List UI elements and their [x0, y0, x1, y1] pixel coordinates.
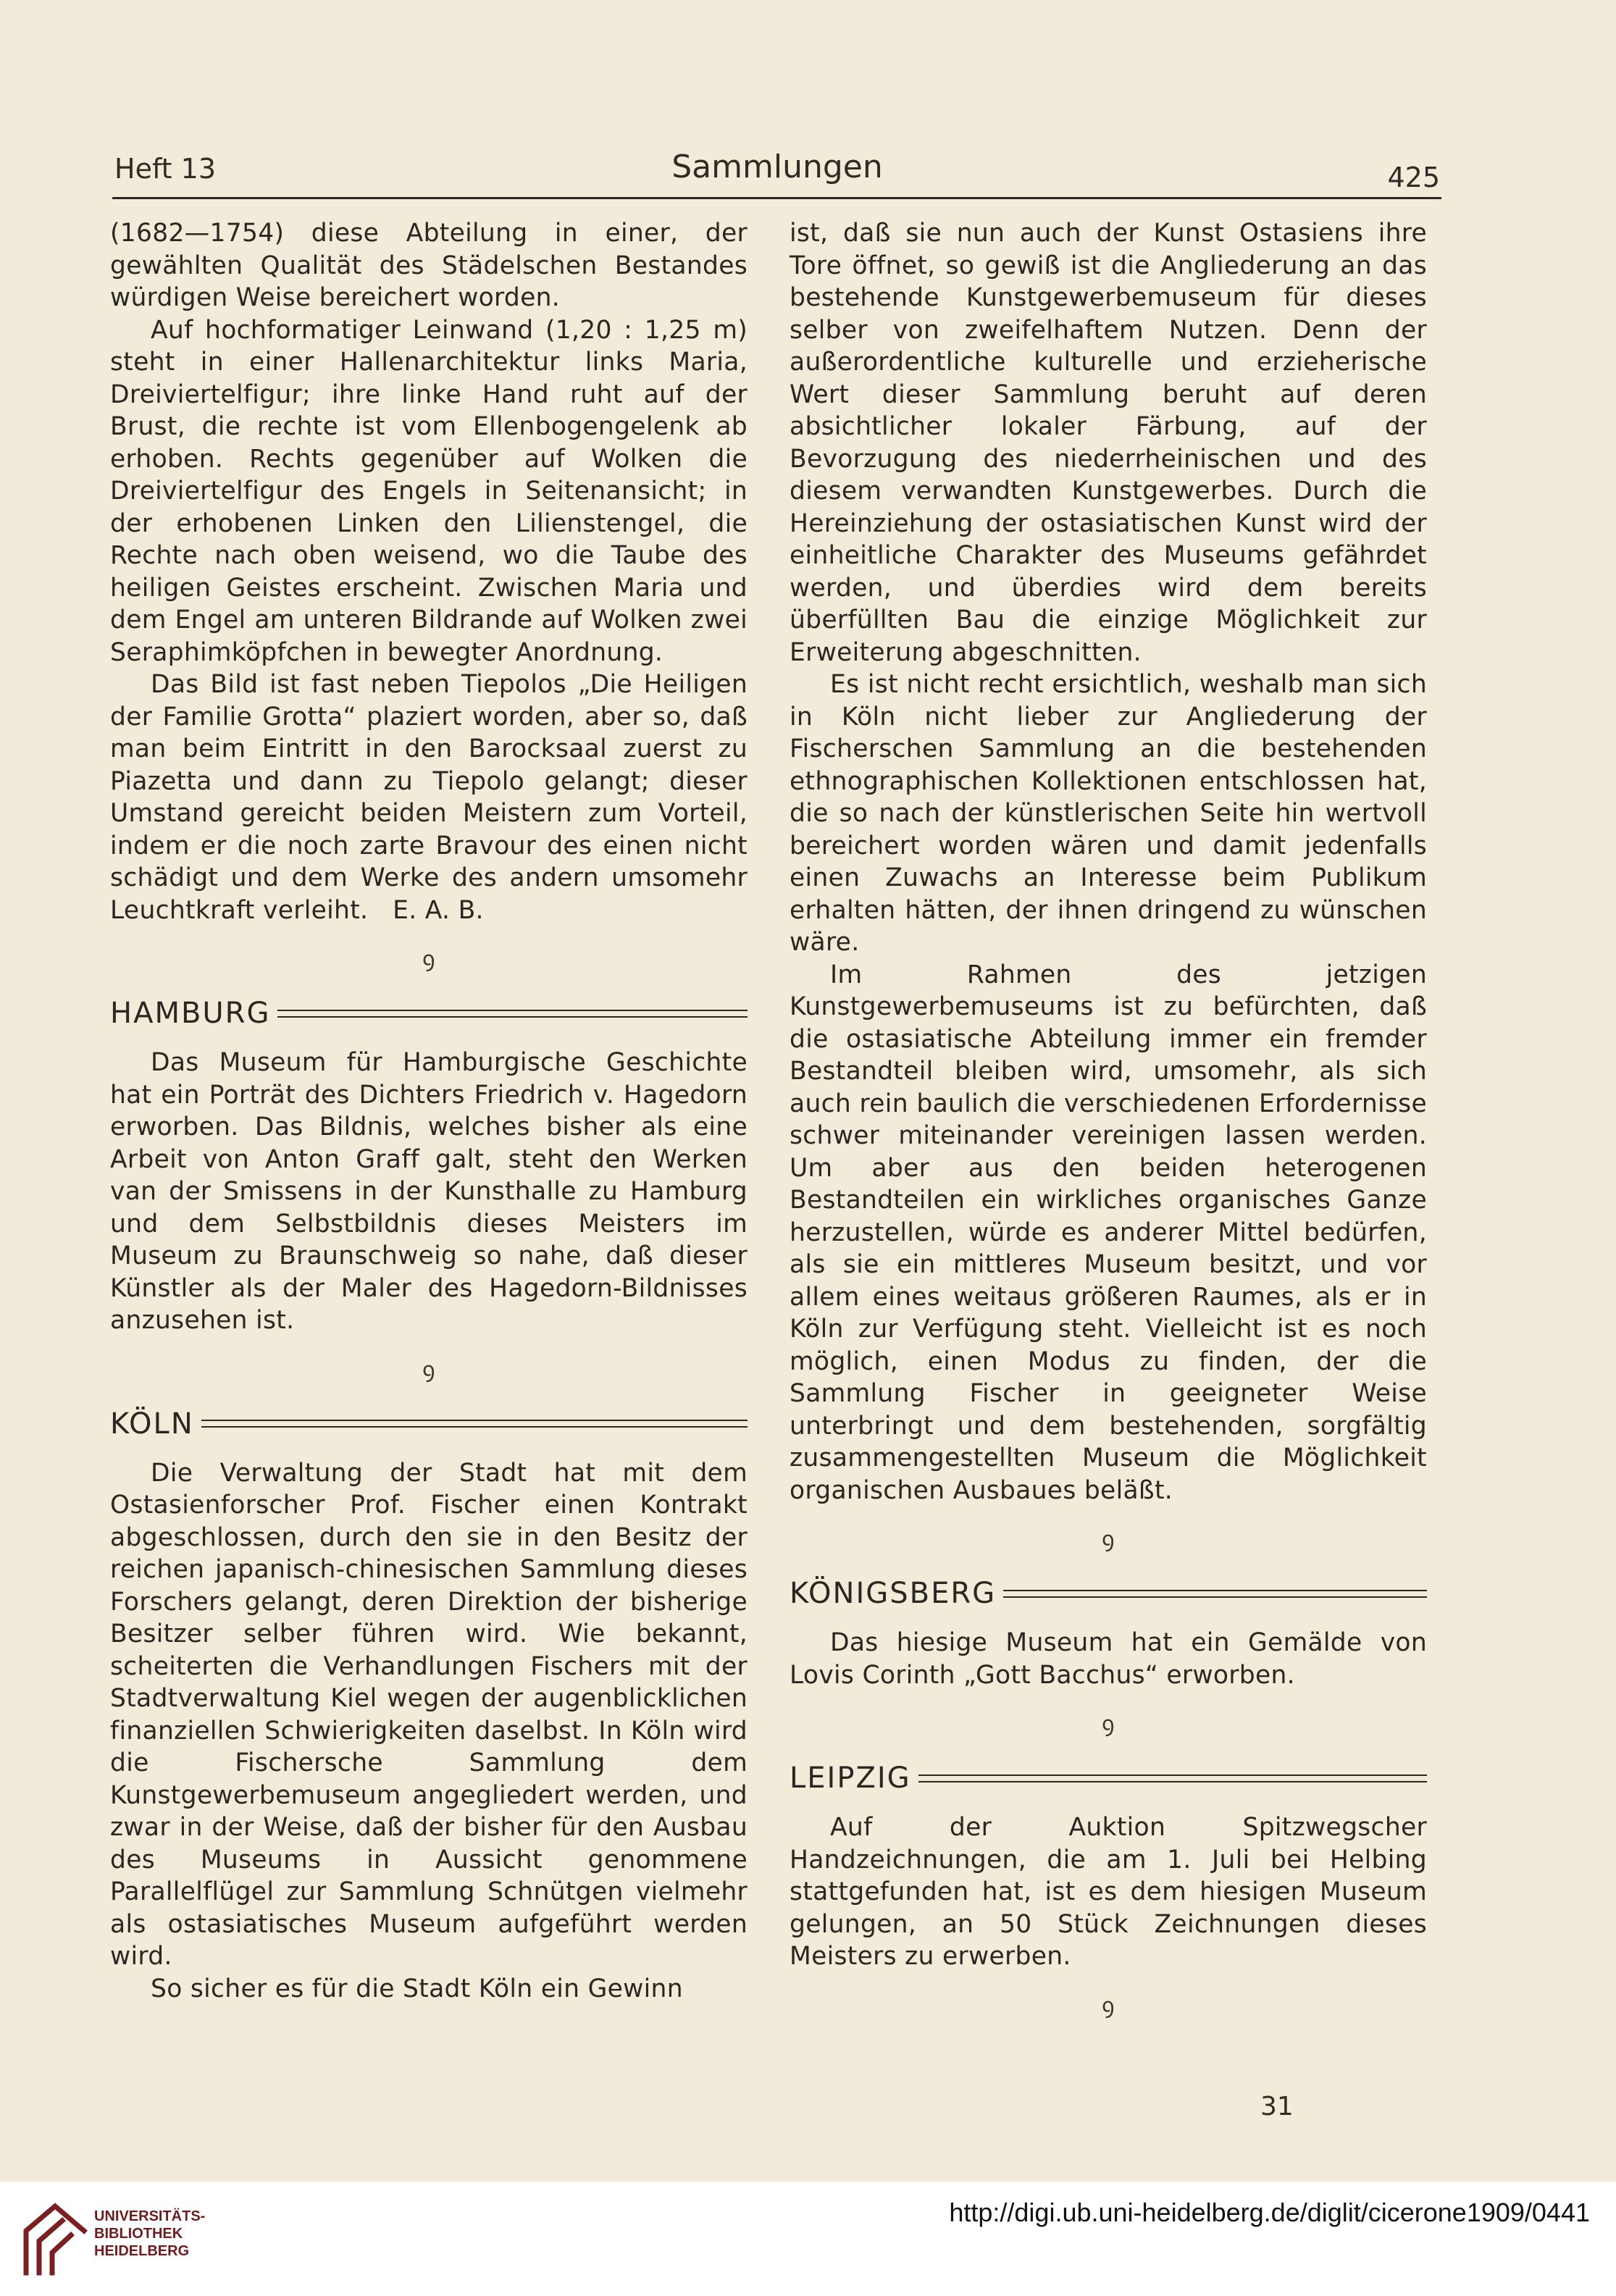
heading-text: KÖLN — [110, 1407, 194, 1441]
paragraph: ist, daß sie nun auch der Kunst Ostasiens ihre Tore öffnet, so gewiß ist die Angliederung an das bestehende Kunstgewerbemuseum für dieses selber von zweifelhaftem Nutzen. Denn der außerordentliche kulturelle und erzieherische Wert dieser Sammlung beruht auf deren absichtlicher lokaler Färbung, auf der Bevorzugung des niederrheinischen und des diesem verwandten Kunstgewerbes. Durch die Hereinziehung der ostasiatischen Kunst wird der einheitliche Charakter des Museums gefährdet werden, und überdies wird dem bereits überfüllten Bau die einzige Möglichkeit zur Erweiterung abgeschnitten. — [790, 219, 1427, 667]
double-rule — [1003, 1590, 1427, 1598]
section-title: Sammlungen — [671, 148, 883, 185]
paragraph: Auf hochformatiger Leinwand (1,20 : 1,25 m) steht in einer Hallenarchitektur links Maria, Dreiviertelfigur; ihre linke Hand ruht auf der Brust, die rechte ist vom Ellenbogengelenk ab erhoben. Rechts gegenüber auf Wolken die Dreiviertelfigur des Engels in Seitenansicht; in der erhobenen Linken den Lilienstengel, die Rechte nach oben weisend, wo die Taube des heiligen Geistes erscheint. Zwischen Maria und dem Engel am unteren Bildrande auf Wolken zwei Seraphimköpfchen in bewegter Anordnung. — [110, 315, 748, 667]
section-ornament: ꝯ — [422, 947, 435, 972]
heading-text: KÖNIGSBERG — [790, 1577, 997, 1610]
issue-label: Heft 13 — [114, 153, 216, 185]
paragraph: So sicher es für die Stadt Köln ein Gewinn — [151, 1974, 683, 2003]
paragraph: Das Bild ist fast neben Tiepolos „Die Heiligen der Familie Grotta“ plaziert worden, aber so, daß man beim Eintritt in den Barocksaal zuerst zu Piazetta und dann zu Tiepolo gelangt; dieser Umstand gereicht beiden Meistern zum Vorteil, indem er die noch zarte Bravour des einen nicht schädigt und dem Werke des andern umsomehr Leuchtkraft verleiht. E. A. B. — [110, 670, 748, 925]
section-ornament: ꝯ — [422, 1357, 435, 1383]
heading-text: HAMBURG — [110, 997, 271, 1030]
left-column — [110, 217, 748, 2005]
paragraph: (1682—1754) diese Abteilung in einer, der gewählten Qualität des Städelschen Bestandes würdigen Weise bereichert worden. — [110, 219, 748, 312]
paragraph: Die Verwaltung der Stadt hat mit dem Ostasienforscher Prof. Fischer einen Kontrakt abgeschlossen, durch den sie in den Besitz der reichen japanisch-chinesischen Sammlung dieses Forschers gelangt, deren Direktion der bisherige Besitzer selber führen wird. Wie bekannt, scheiterten die Verhandlungen Fischers mit der Stadtverwaltung Kiel wegen der augenblicklichen finanziellen Schwierigkeiten daselbst. In Köln wird die Fischersche Sammlung dem Kunstgewerbemuseum angegliedert werden, und zwar in der Weise, daß der bisher für den Ausbau des Museums in Aussicht genommene Parallelflügel zur Sammlung Schnütgen vielmehr als ostasiatisches Museum aufgeführt werden wird. — [110, 1458, 748, 1971]
paragraph: Es ist nicht recht ersichtlich, weshalb man sich in Köln nicht lieber zur Angliederung der Fischerschen Sammlung an die bestehenden ethnographischen Kollektionen entschlossen hat, die so nach der künstlerischen Seite hin wertvoll bereichert worden wären und damit jedenfalls einen Zuwachs an Interesse beim Publikum erhalten hätten, der ihnen dringend zu wünschen wäre. — [790, 670, 1427, 957]
section-heading-koenigsberg — [790, 1576, 1427, 1611]
header-rule — [112, 197, 1441, 199]
author-signature: E. A. B. — [393, 895, 484, 925]
paragraph: Im Rahmen des jetzigen Kunstgewerbemuseums ist zu befürchten, daß die ostasiatische Abteilung immer ein fremder Bestandteil bleiben wird, umsomehr, als sich auch rein baulich die verschiedenen Erfordernisse schwer miteinander vereinigen lassen werden. Um aber aus den beiden heterogenen Bestandteilen ein wirkliches organisches Ganze herzustellen, würde es anderer Mittel bedürfen, als sie ein mittleres Museum besitzt, und vor allem eines weitaus größeren Raumes, als er in Köln zur Verfügung steht. Vielleicht ist es noch möglich, einen Modus zu finden, der die Sammlung Fischer in geeigneter Weise unterbringt und dem bestehenden, sorgfältig zusammengestellten Museum die Möglichkeit organischen Ausbaues beläßt. — [790, 960, 1427, 1505]
university-library-logo-icon — [20, 2199, 90, 2279]
double-rule — [201, 1420, 748, 1428]
library-name: UNIVERSITÄTS- BIBLIOTHEK HEIDELBERG — [94, 2208, 206, 2259]
library-footer-bar — [0, 2182, 1616, 2296]
right-column — [790, 217, 1427, 2042]
paragraph: Das Museum für Hamburgische Geschichte hat ein Porträt des Dichters Friedrich v. Hagedorn erworben. Das Bildnis, welches bisher als eine Arbeit von Anton Graff galt, steht den Werken van der Smissens in der Kunsthalle zu Hamburg und dem Selbstbildnis dieses Meisters im Museum zu Braunschweig so nahe, daß dieser Künstler als der Maler des Hagedorn-Bildnisses anzusehen ist. — [110, 1048, 748, 1335]
double-rule — [277, 1010, 748, 1018]
paragraph: Das hiesige Museum hat ein Gemälde von Lovis Corinth „Gott Bacchus“ erworben. — [790, 1628, 1427, 1690]
section-heading-hamburg — [110, 996, 748, 1031]
section-ornament: ꝯ — [1102, 1527, 1115, 1552]
signature-number: 31 — [1260, 2092, 1294, 2121]
page-number: 425 — [1387, 162, 1440, 193]
running-header — [114, 148, 1440, 192]
permalink-url[interactable]: http://digi.ub.uni-heidelberg.de/diglit/cicerone1909/0441 — [949, 2197, 1590, 2227]
paragraph: Auf der Auktion Spitzwegscher Handzeichnungen, die am 1. Juli bei Helbing stattgefunden hat, ist es dem hiesigen Museum gelungen, an 50 Stück Zeichnungen dieses Meisters zu erwerben. — [790, 1813, 1427, 1971]
section-ornament: ꝯ — [1102, 1711, 1115, 1737]
double-rule — [918, 1775, 1427, 1782]
section-heading-koeln — [110, 1407, 748, 1441]
heading-text: LEIPZIG — [790, 1761, 911, 1795]
section-heading-leipzig — [790, 1761, 1427, 1796]
section-ornament: ꝯ — [1102, 1993, 1115, 2019]
